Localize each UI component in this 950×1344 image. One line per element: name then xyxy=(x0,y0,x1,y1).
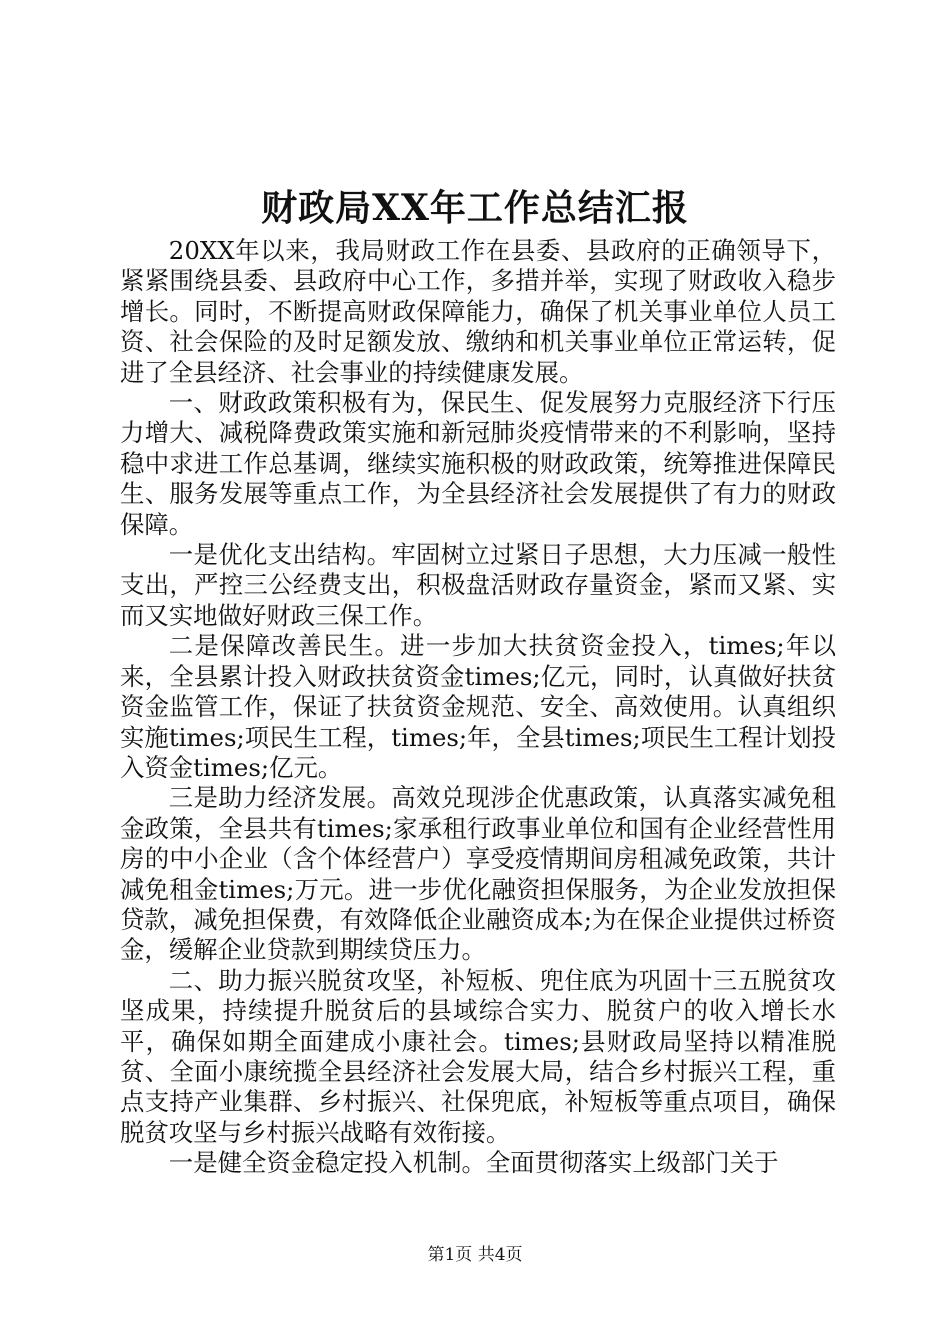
paragraph-section-1: 一、财政政策积极有为，保民生、促发展努力克服经济下行压力增大、减税降费政策实施和新冠肺炎疫情带来的不利影响，坚持稳中求进工作总基调，继续实施积极的财政政策，统筹推进保障民生、服务发展等重点工作，为全县经济社会发展提供了有力的财政保障。 xyxy=(120,388,836,539)
paragraph-item-2: 二是保障改善民生。进一步加大扶贫资金投入，times;年以来，全县累计投入财政扶贫资金times;亿元，同时，认真做好扶贫资金监管工作，保证了扶贫资金规范、安全、高效使用。认真组织实施times;项民生工程，times;年，全县times;项民生工程计划投入资金times;亿元。 xyxy=(120,631,836,782)
paragraph-intro: 20XX年以来，我局财政工作在县委、县政府的正确领导下，紧紧围绕县委、县政府中心工作，多措并举，实现了财政收入稳步增长。同时，不断提高财政保障能力，确保了机关事业单位人员工资、社会保险的及时足额发放、缴纳和机关事业单位正常运转，促进了全县经济、社会事业的持续健康发展。 xyxy=(120,236,836,387)
paragraph-item-3: 三是助力经济发展。高效兑现涉企优惠政策，认真落实减免租金政策，全县共有times;家承租行政事业单位和国有企业经营性用房的中小企业（含个体经营户）享受疫情期间房租减免政策，共计减免租金times;万元。进一步优化融资担保服务，为企业发放担保贷款，减免担保费，有效降低企业融资成本;为在保企业提供过桥资金，缓解企业贷款到期续贷压力。 xyxy=(120,783,836,965)
paragraph-item-1: 一是优化支出结构。牢固树立过紧日子思想，大力压减一般性支出，严控三公经费支出，积极盘活财政存量资金，紧而又紧、实而又实地做好财政三保工作。 xyxy=(120,540,836,630)
document-body xyxy=(120,236,836,1179)
document-title: 财政局XX年工作总结汇报 xyxy=(261,187,689,229)
paragraph-item-4: 一是健全资金稳定投入机制。全面贯彻落实上级部门关于 xyxy=(168,1148,779,1178)
paragraph-section-2: 二、助力振兴脱贫攻坚，补短板、兜住底为巩固十三五脱贫攻坚成果，持续提升脱贫后的县域综合实力、脱贫户的收入增长水平，确保如期全面建成小康社会。times;县财政局坚持以精准脱贫、全面小康统揽全县经济社会发展大局，结合乡村振兴工程，重点支持产业集群、乡村振兴、社保兜底，补短板等重点项目，确保脱贫攻坚与乡村振兴战略有效衔接。 xyxy=(120,965,836,1147)
page-number-footer: 第1页 共4页 xyxy=(427,1245,523,1265)
